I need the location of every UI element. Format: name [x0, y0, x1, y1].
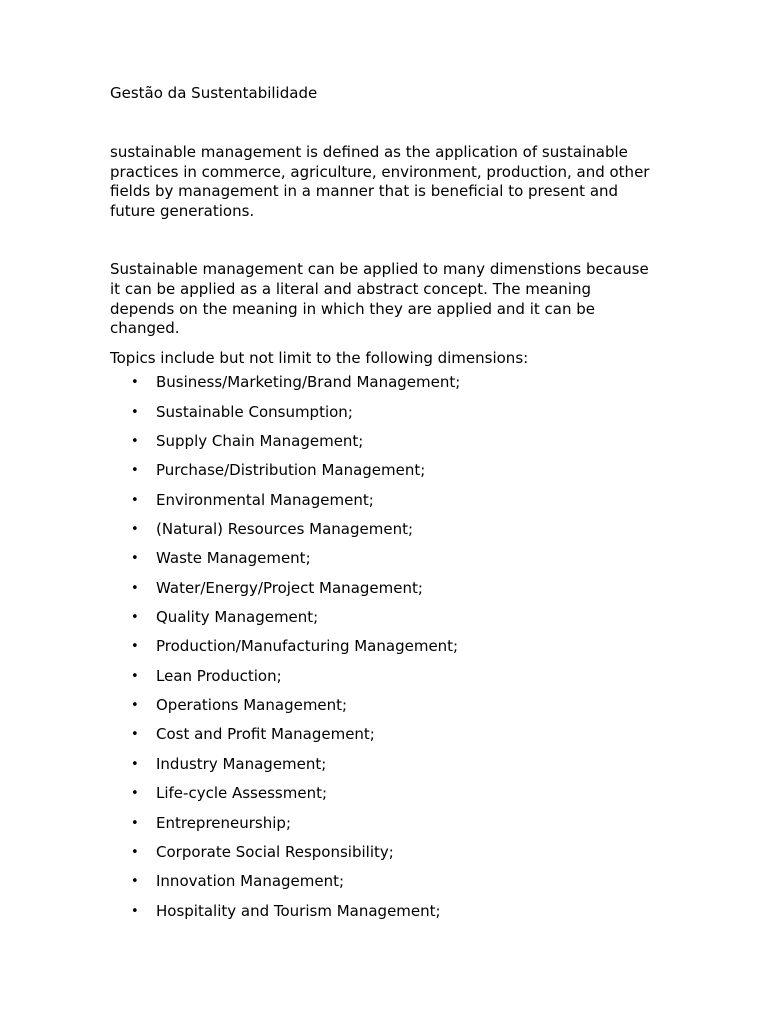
list-item-label: Innovation Management; — [156, 872, 345, 891]
list-item-label: (Natural) Resources Management; — [156, 520, 414, 539]
document-title: Gestão da Sustentabilidade — [110, 84, 318, 102]
bullet-marker: • — [131, 844, 139, 860]
bullet-marker: • — [131, 668, 139, 684]
bullet-marker: • — [131, 522, 139, 538]
bullet-marker: • — [131, 639, 139, 655]
bullet-marker: • — [131, 375, 139, 391]
list-item-label: Water/Energy/Project Management; — [156, 578, 423, 597]
bullet-marker: • — [131, 492, 139, 508]
topics-list — [110, 368, 655, 926]
list-item — [110, 691, 655, 720]
list-item-label: Lean Production; — [156, 666, 282, 685]
list-item-label: Waste Management; — [156, 549, 311, 568]
list-item — [110, 456, 655, 485]
list-item — [110, 779, 655, 808]
bullet-marker: • — [131, 903, 139, 919]
list-item-label: Cost and Profit Management; — [156, 725, 375, 744]
list-item-label: Corporate Social Responsibility; — [156, 842, 394, 861]
list-item — [110, 838, 655, 867]
list-item — [110, 398, 655, 427]
list-item — [110, 574, 655, 603]
paragraph-definition: sustainable management is defined as the application of sustainable practices in commerce, agriculture, environment, production, and other fields by management in a manner that is beneficial to present and future generations. — [110, 143, 650, 220]
paragraph-dimensions: Sustainable management can be applied to many dimenstions because it can be applied as a literal and abstract concept. The meaning depends on the meaning in which they are applied and it can be changed. — [110, 260, 649, 338]
list-item-label: Supply Chain Management; — [156, 432, 364, 451]
bullet-marker: • — [131, 698, 139, 714]
list-item — [110, 897, 655, 926]
list-item — [110, 544, 655, 573]
bullet-marker: • — [131, 551, 139, 567]
list-item-label: Entrepreneurship; — [156, 813, 291, 832]
list-item-label: Sustainable Consumption; — [156, 402, 353, 421]
bullet-marker: • — [131, 874, 139, 890]
list-item-label: Life-cycle Assessment; — [156, 784, 328, 803]
list-item — [110, 809, 655, 838]
bullet-marker: • — [131, 756, 139, 772]
list-item-label: Hospitality and Tourism Management; — [156, 901, 441, 920]
bullet-marker: • — [131, 463, 139, 479]
list-item-label: Environmental Management; — [156, 490, 374, 509]
list-item-label: Purchase/Distribution Management; — [156, 461, 426, 480]
bullet-marker: • — [131, 404, 139, 420]
bullet-marker: • — [131, 610, 139, 626]
list-item — [110, 867, 655, 896]
list-item — [110, 632, 655, 661]
list-item — [110, 486, 655, 515]
list-item-label: Operations Management; — [156, 696, 348, 715]
list-item — [110, 427, 655, 456]
bullet-marker: • — [131, 580, 139, 596]
list-item — [110, 750, 655, 779]
list-item-label: Quality Management; — [156, 608, 319, 627]
list-item-label: Business/Marketing/Brand Management; — [156, 373, 461, 392]
list-item-label: Industry Management; — [156, 754, 327, 773]
list-item — [110, 368, 655, 397]
list-item — [110, 515, 655, 544]
document-body — [110, 83, 655, 926]
topics-intro: Topics include but not limit to the following dimensions: — [110, 348, 529, 367]
list-item — [110, 603, 655, 632]
bullet-marker: • — [131, 727, 139, 743]
bullet-marker: • — [131, 815, 139, 831]
list-item-label: Production/Manufacturing Management; — [156, 637, 459, 656]
bullet-marker: • — [131, 786, 139, 802]
list-item — [110, 720, 655, 749]
list-item — [110, 662, 655, 691]
bullet-marker: • — [131, 434, 139, 450]
